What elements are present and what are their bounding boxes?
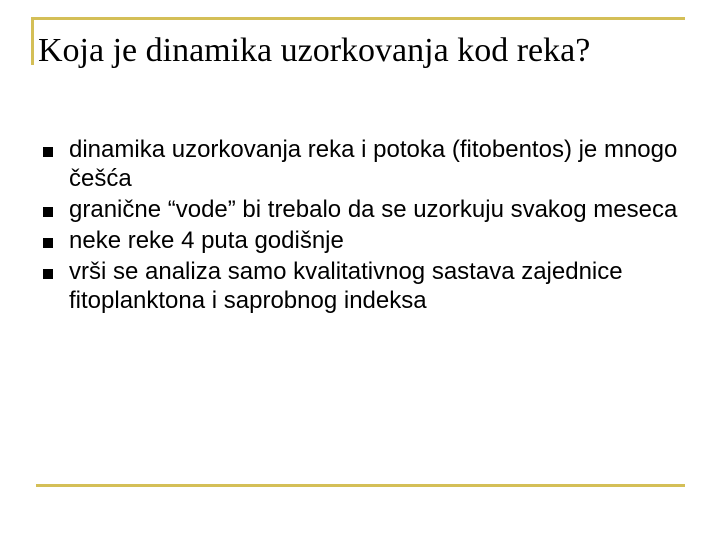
bullet-text: neke reke 4 puta godišnje [69, 227, 344, 254]
bottom-border-line [36, 484, 685, 487]
bullet-text: granične “vode” bi trebalo da se uzorkuju svakog meseca [69, 196, 678, 223]
bullet-item [43, 195, 683, 224]
bullet-text: dinamika uzorkovanja reka i potoka (fitobentos) je mnogo češća [69, 136, 678, 192]
top-border-line [31, 17, 685, 20]
bullet-text: vrši se analiza samo kvalitativnog sastava zajednice fitoplanktona i saprobnog indeksa [69, 258, 623, 314]
bullet-item [43, 226, 683, 255]
square-bullet-icon [43, 238, 53, 248]
slide-title: Koja je dinamika uzorkovanja kod reka? [38, 32, 591, 69]
left-border-line [31, 17, 34, 65]
bullet-item [43, 257, 683, 315]
square-bullet-icon [43, 269, 53, 279]
square-bullet-icon [43, 207, 53, 217]
square-bullet-icon [43, 147, 53, 157]
bullet-item [43, 135, 683, 193]
bullet-list [43, 135, 683, 317]
